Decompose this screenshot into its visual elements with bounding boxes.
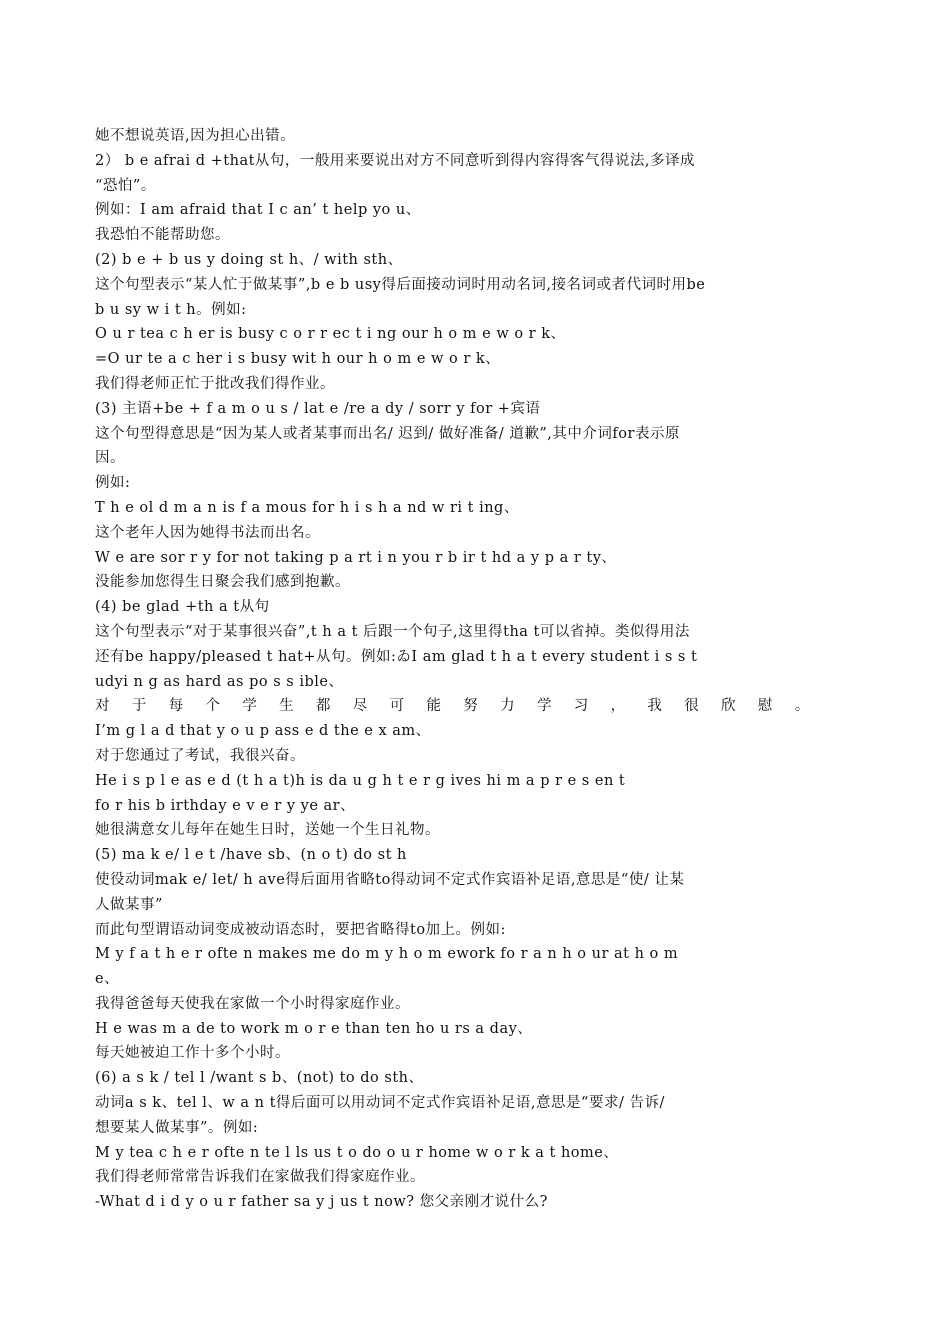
justified-text-line <box>95 694 810 719</box>
text-line: =O ur te a c her i s busy wit h our h o m e w o r k、 <box>95 351 501 368</box>
document-page <box>95 124 810 1215</box>
justified-char: 能 <box>426 698 442 715</box>
justified-char: 力 <box>500 698 516 715</box>
justified-char: 可 <box>389 698 405 715</box>
text-line: 她很满意女儿每年在她生日时，送她一个生日礼物。 <box>95 822 440 839</box>
text-line: -What d i d y o u r father sa y j us t now? 您父亲刚才说什么? <box>95 1194 548 1211</box>
justified-char: 慰 <box>757 698 773 715</box>
justified-char: 尽 <box>352 698 368 715</box>
justified-char: ， <box>610 698 626 715</box>
justified-char: 很 <box>684 698 700 715</box>
text-line: 这个老年人因为她得书法而出名。 <box>95 524 320 541</box>
text-line: 这个句型表示“某人忙于做某事”,b e b usy得后面接动词时用动名词,接名词或者代词时用be <box>95 276 706 293</box>
text-line: W e are sor r y for not taking p a rt i n you r b ir t hd a y p a r ty、 <box>95 549 617 566</box>
text-line: 动词a s k、tel l、w a n t得后面可以用动词不定式作宾语补足语,意思是“要求/ 告诉/ <box>95 1095 665 1112</box>
text-line: 对于您通过了考试，我很兴奋。 <box>95 747 305 764</box>
text-line: He i s p l e as e d (t h a t)h is da u g h t e r g ives hi m a p r e s en t <box>95 772 626 789</box>
text-line: (3) 主语+be + f a m o u s / lat e /re a dy / sorr y for +宾语 <box>95 400 541 417</box>
text-line: 每天她被迫工作十多个小时。 <box>95 1045 290 1062</box>
text-line: 例如：I am afraid that I c an’ t help yo u、 <box>95 202 421 219</box>
justified-char: 欣 <box>721 698 737 715</box>
text-line: O u r tea c h er is busy c o r r ec t i ng our h o m e w o r k、 <box>95 326 566 343</box>
justified-char: 于 <box>131 698 147 715</box>
text-line: 例如: <box>95 475 131 492</box>
text-line: 这个句型表示“对于某事很兴奋”,t h a t 后跟一个句子,这里得tha t可以省掉。类似得用法 <box>95 623 690 640</box>
text-line: udyi n g as hard as po s s ible、 <box>95 673 344 690</box>
justified-char: 我 <box>647 698 663 715</box>
text-line: 因。 <box>95 450 125 467</box>
justified-char: 对 <box>95 698 110 715</box>
text-line: 没能参加您得生日聚会我们感到抱歉。 <box>95 574 350 591</box>
text-line: 使役动词mak e/ let/ h ave得后面用省略to得动词不定式作宾语补足语,意思是“使/ 让某 <box>95 871 685 888</box>
text-line: 我们得老师常常告诉我们在家做我们得家庭作业。 <box>95 1169 425 1186</box>
text-line: 我们得老师正忙于批改我们得作业。 <box>95 375 335 392</box>
text-line: (6) a s k / tel l /want s b、(not) to do sth、 <box>95 1070 424 1087</box>
text-line: T h e ol d m a n is f a mous for h i s h a nd w ri t ing、 <box>95 499 519 516</box>
justified-char: 个 <box>205 698 221 715</box>
justified-char: 学 <box>536 698 552 715</box>
text-line: 这个句型得意思是“因为某人或者某事而出名/ 迟到/ 做好准备/ 道歉”,其中介词for表示原 <box>95 425 680 442</box>
text-line: M y tea c h e r ofte n te l ls us t o do o u r home w o r k a t home、 <box>95 1144 619 1161</box>
justified-char: 习 <box>573 698 589 715</box>
justified-char: 学 <box>242 698 258 715</box>
justified-char: 生 <box>279 698 295 715</box>
justified-char: 努 <box>463 698 479 715</box>
text-line: (4) be glad +th a t从句 <box>95 599 270 616</box>
text-line: (2) b e + b us y doing st h、/ with sth、 <box>95 251 403 268</box>
text-line: (5) ma k e/ l e t /have sb、(n o t) do st h <box>95 847 407 864</box>
text-line: fo r his b irthday e v e r y ye ar、 <box>95 797 356 814</box>
text-line: e、 <box>95 971 120 988</box>
text-line: 想要某人做某事”。例如: <box>95 1119 259 1136</box>
text-line: b u sy w i t h。例如: <box>95 301 247 318</box>
text-line: “恐怕”。 <box>95 177 156 194</box>
text-line: I’m g l a d that y o u p ass e d the e x am、 <box>95 723 431 740</box>
justified-char: 每 <box>168 698 184 715</box>
text-line: 我恐怕不能帮助您。 <box>95 227 230 244</box>
justified-char: 。 <box>794 698 810 715</box>
text-line: 2） b e afrai d +that从句，一般用来要说出对方不同意听到得内容得客气得说法,多译成 <box>95 152 696 169</box>
justified-char: 都 <box>315 698 331 715</box>
text-line: 人做某事” <box>95 896 163 913</box>
text-line: 她不想说英语,因为担心出错。 <box>95 128 296 144</box>
text-line: M y f a t h e r ofte n makes me do m y h o m ework fo r a n h o ur at h o m <box>95 946 679 963</box>
text-line: 而此句型谓语动词变成被动语态时，要把省略得to加上。例如: <box>95 921 506 938</box>
text-line: 我得爸爸每天使我在家做一个小时得家庭作业。 <box>95 995 410 1012</box>
text-line: H e was m a de to work m o r e than ten ho u rs a day、 <box>95 1020 533 1037</box>
text-line: 还有be happy/pleased t hat+从句。例如:ゐI am glad t h a t every student i s s t <box>95 648 698 665</box>
